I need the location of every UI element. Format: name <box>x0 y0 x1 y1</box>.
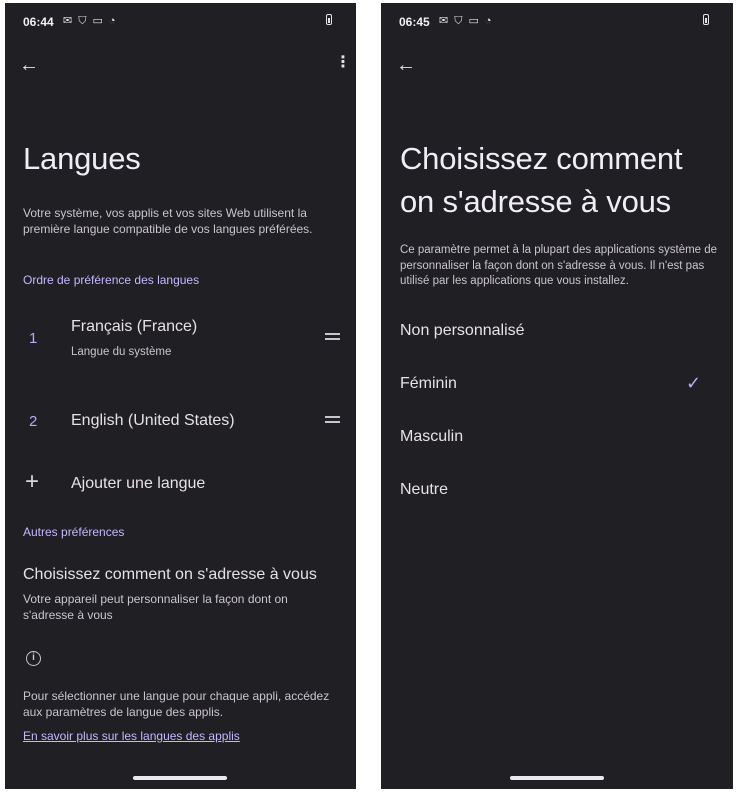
language-rank: 2 <box>29 413 38 430</box>
plus-icon: + <box>25 468 40 495</box>
drag-handle-icon[interactable] <box>325 416 340 423</box>
language-sub: Langue du système <box>71 346 172 358</box>
footer-text: Pour sélectionner une langue pour chaque appli, accédez aux paramètres de langue des applis. <box>23 689 330 719</box>
message-icon: ▭ <box>92 15 103 27</box>
page-title: Choisissez comment on s'adresse à vous <box>400 141 683 219</box>
language-item-french[interactable] <box>5 303 356 377</box>
page-description: Ce paramètre permet à la plupart des applications système de personnaliser la façon dont on s'adresse à vous. Il n'est pas utilisé par les applications que vous installez. <box>400 244 718 287</box>
back-arrow-icon[interactable]: ← <box>19 54 39 76</box>
app-languages-link[interactable]: En savoir plus sur les langues des applis <box>23 729 240 743</box>
shield-icon: ⛉ <box>78 15 87 27</box>
address-screen <box>381 3 733 789</box>
option-feminin[interactable] <box>381 363 733 407</box>
page-description: Votre système, vos applis et vos sites Web utilisent la première langue compatible de vos langues préférées. <box>23 206 313 236</box>
address-preference-sub: Votre appareil peut personnaliser la façon dont on s'adresse à vous <box>23 592 288 622</box>
status-time: 06:45 <box>399 15 430 29</box>
option-non-personnalise[interactable] <box>381 310 733 354</box>
info-icon: i <box>26 651 41 666</box>
add-language-label: Ajouter une langue <box>71 475 206 492</box>
option-label: Non personnalisé <box>400 322 525 339</box>
back-arrow-icon[interactable]: ← <box>396 54 416 76</box>
section-language-order: Ordre de préférence des langues <box>23 273 200 287</box>
option-label: Masculin <box>400 428 464 445</box>
battery-icon <box>703 14 709 25</box>
language-name: English (United States) <box>71 412 235 429</box>
option-masculin[interactable] <box>381 416 733 460</box>
status-time: 06:44 <box>23 15 54 29</box>
message-icon: ▭ <box>468 15 479 27</box>
gesture-navbar[interactable] <box>510 776 604 780</box>
drag-handle-icon[interactable] <box>325 333 340 340</box>
gmail-icon: ✉ <box>63 15 73 27</box>
status-icons <box>63 15 116 27</box>
address-preference-title: Choisissez comment on s'adresse à vous <box>23 566 317 583</box>
address-preference-item[interactable] <box>5 559 356 625</box>
option-neutre[interactable] <box>381 469 733 513</box>
option-label: Neutre <box>400 481 449 498</box>
gesture-navbar[interactable] <box>133 776 227 780</box>
language-rank: 1 <box>29 330 38 347</box>
shield-icon: ⛉ <box>454 15 463 27</box>
page-title: Langues <box>23 141 141 176</box>
wifi-icon: ◔ <box>108 15 116 27</box>
section-other-preferences: Autres préférences <box>23 525 125 539</box>
language-name: Français (France) <box>71 318 198 335</box>
wifi-icon: ◔ <box>484 15 492 27</box>
gmail-icon: ✉ <box>439 15 449 27</box>
more-options-icon[interactable]: ⋮ <box>335 54 351 71</box>
option-label: Féminin <box>400 375 457 392</box>
add-language-button[interactable] <box>5 465 356 505</box>
battery-icon <box>326 14 332 25</box>
language-item-english[interactable] <box>5 397 356 447</box>
languages-screen <box>5 3 356 789</box>
checkmark-icon: ✓ <box>686 373 702 393</box>
status-icons <box>439 15 492 27</box>
